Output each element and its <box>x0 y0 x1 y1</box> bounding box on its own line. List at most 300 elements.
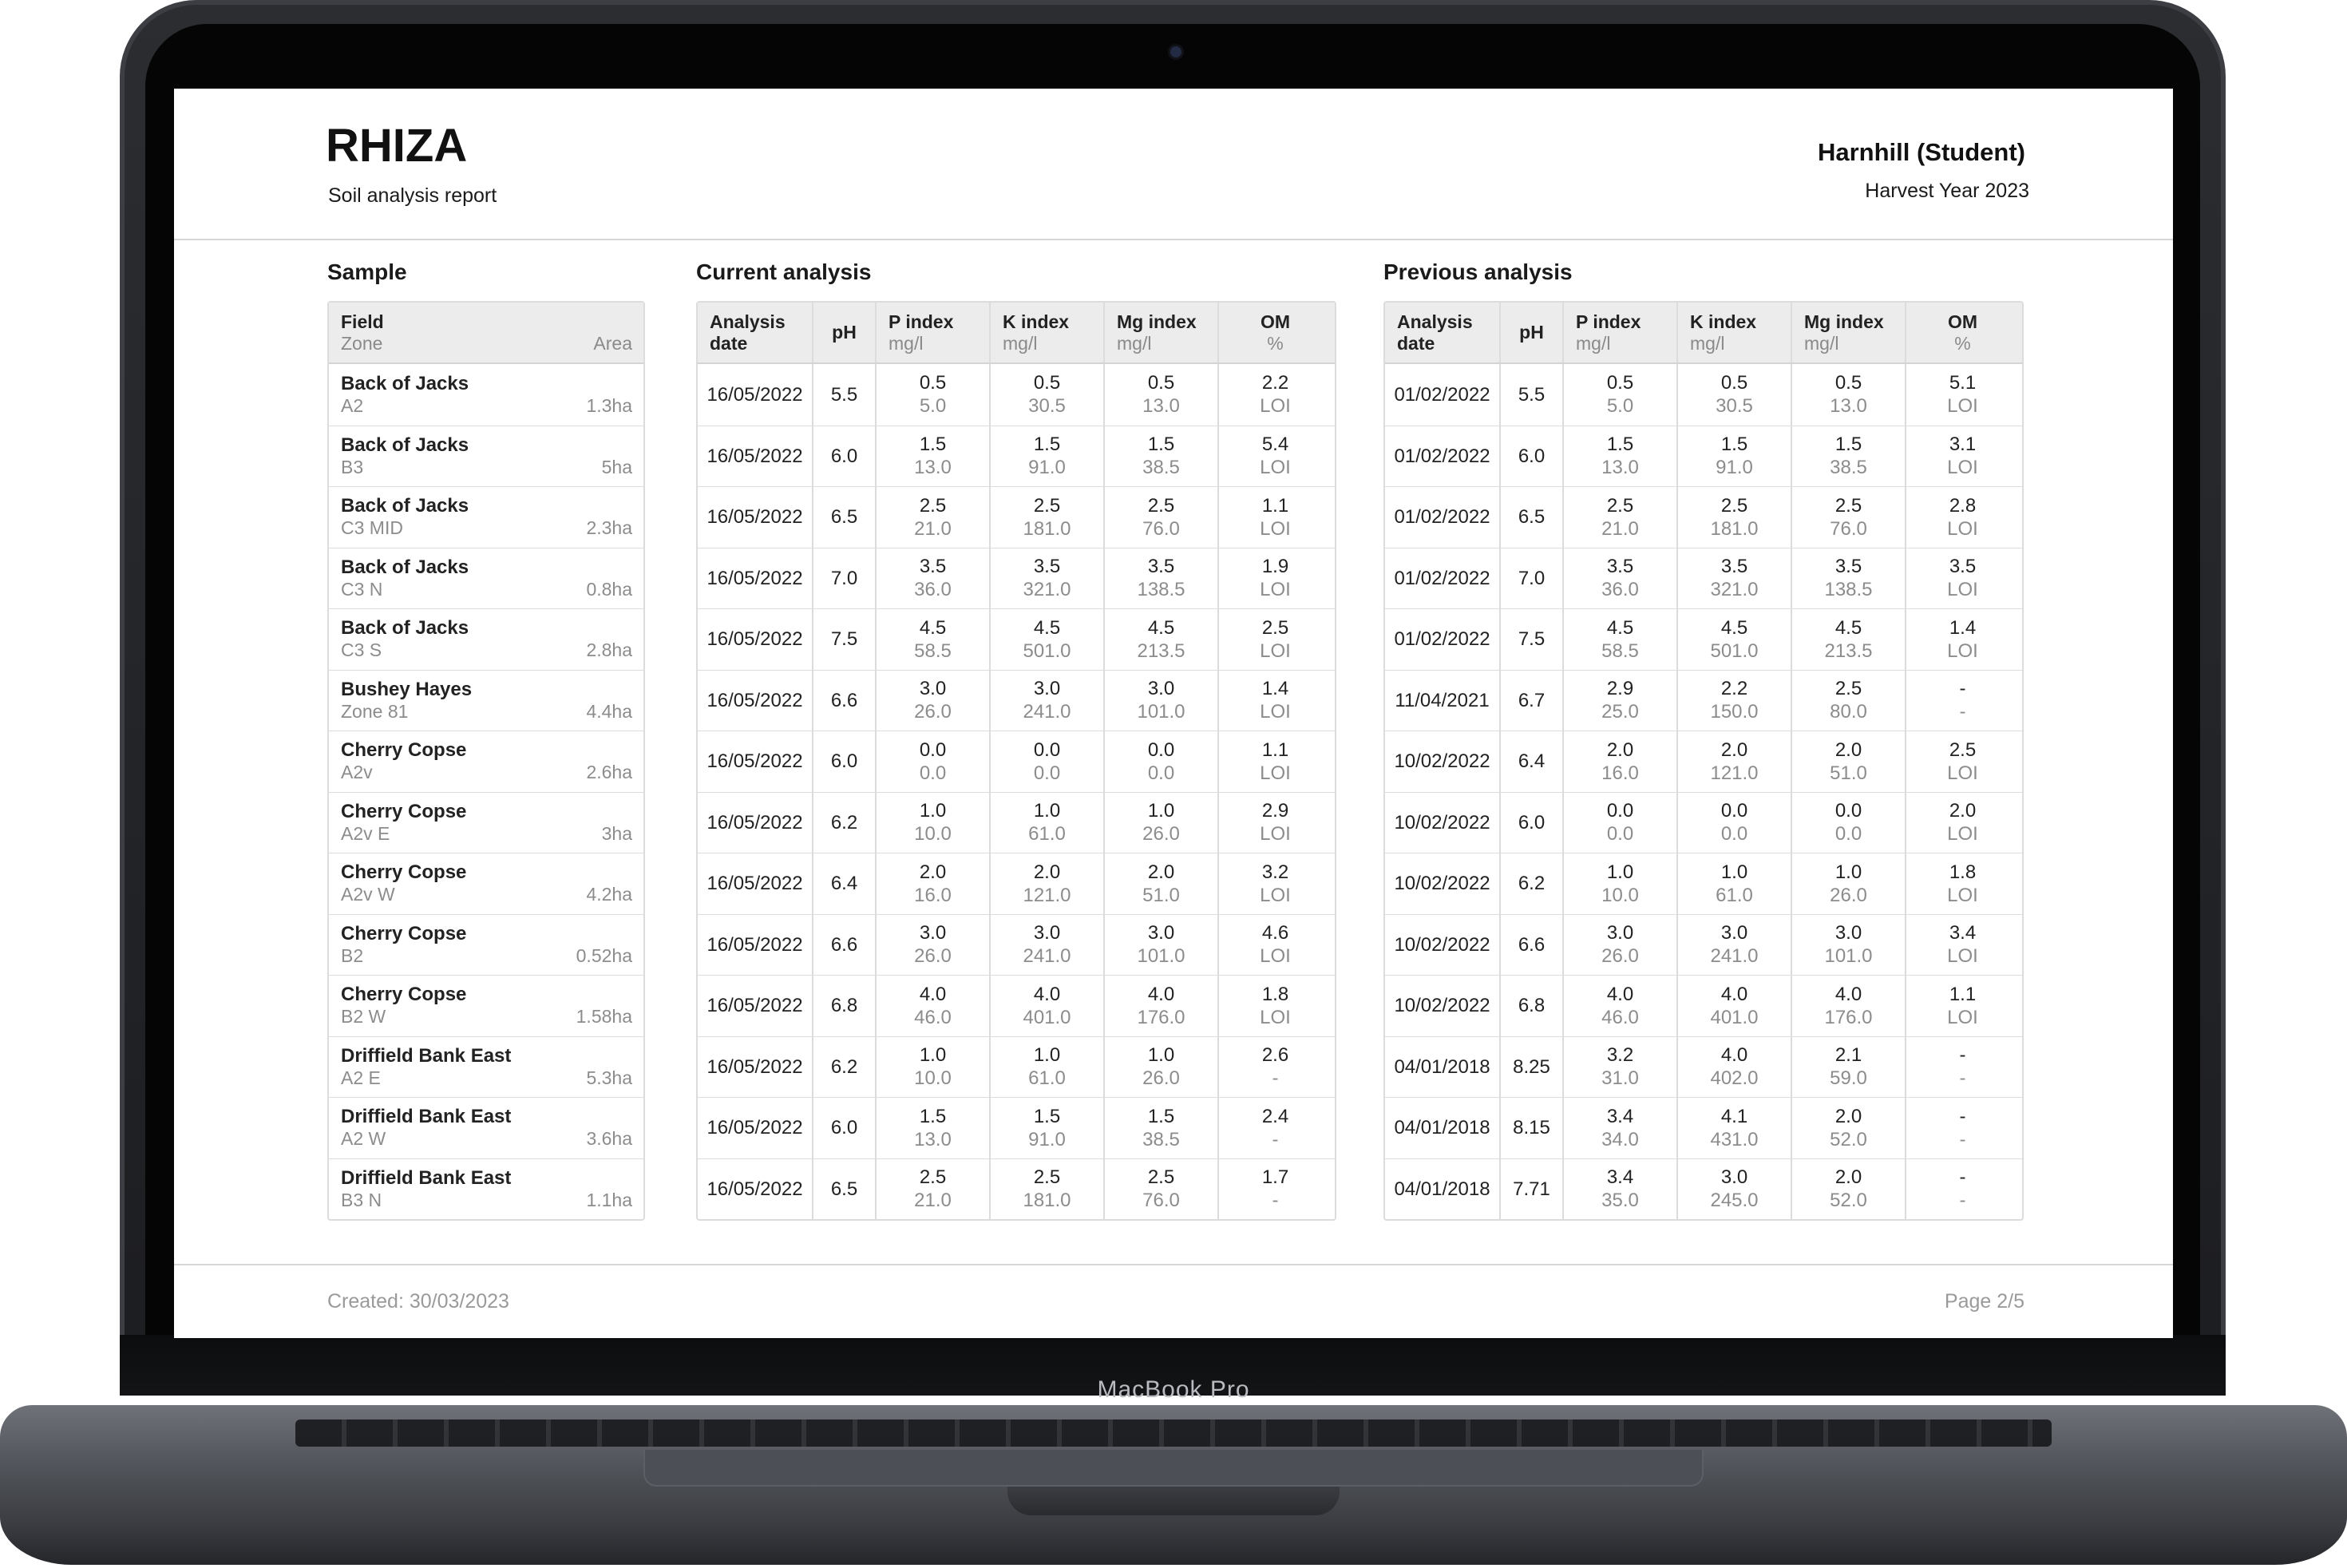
k-index-cell <box>1676 1098 1791 1158</box>
zone-area <box>341 1128 632 1150</box>
mg-index-value: 3.5 <box>1147 556 1175 578</box>
om-subvalue: LOI <box>1260 579 1291 601</box>
p-index-cell <box>875 915 989 976</box>
mg-index-subvalue: 76.0 <box>1830 517 1867 540</box>
mg-index-cell <box>1791 548 1905 609</box>
analysis-date-cell <box>1385 548 1499 609</box>
k-index-value: 0.0 <box>1033 738 1061 761</box>
mg-index-subvalue: 0.0 <box>1834 823 1862 845</box>
om-cell <box>1217 671 1332 731</box>
mg-index-subvalue: 52.0 <box>1830 1128 1867 1150</box>
mg-index-subvalue: 38.5 <box>1142 457 1180 479</box>
om-value: 1.1 <box>1261 494 1289 517</box>
om-value: 2.9 <box>1261 800 1289 822</box>
zone-name: A2 E <box>341 1067 381 1088</box>
p-index-subvalue: 13.0 <box>1601 457 1639 479</box>
mg-index-value: 1.0 <box>1147 800 1175 822</box>
p-index-subvalue: 5.0 <box>919 395 947 418</box>
k-index-value: 4.5 <box>1720 616 1748 639</box>
p-index-cell <box>1562 793 1676 853</box>
p-index-subvalue: 35.0 <box>1601 1190 1639 1212</box>
logo-wordmark: RHIZA <box>326 124 468 165</box>
sample-row <box>329 731 643 792</box>
om-subvalue: - <box>1272 1067 1279 1090</box>
om-subvalue: LOI <box>1947 1006 1978 1028</box>
mg-index-value: 4.0 <box>1834 983 1862 1005</box>
p-index-cell <box>1562 976 1676 1036</box>
mg-index-value: 3.0 <box>1147 922 1175 944</box>
k-index-value: 2.5 <box>1033 1166 1061 1189</box>
p-index-cell <box>875 426 989 487</box>
ph-cell <box>1499 976 1562 1036</box>
om-cell <box>1905 671 2019 731</box>
om-cell <box>1905 609 2019 670</box>
p-index-cell <box>1562 548 1676 609</box>
p-index-value: 2.5 <box>919 494 947 517</box>
p-index-column-header: P index mg/l <box>875 303 989 362</box>
p-index-cell <box>1562 364 1676 426</box>
mg-index-subvalue: 59.0 <box>1830 1067 1867 1090</box>
k-index-subvalue: 91.0 <box>1028 1128 1066 1150</box>
k-index-value: 0.5 <box>1033 372 1061 394</box>
mg-index-value: 2.1 <box>1834 1044 1862 1067</box>
k-index-value: 2.0 <box>1720 738 1748 761</box>
om-cell <box>1905 548 2019 609</box>
om-subvalue: LOI <box>1260 457 1291 479</box>
mg-index-subvalue: 101.0 <box>1137 945 1185 968</box>
p-index-value: 2.0 <box>919 861 947 883</box>
k-index-column-header: K index mg/l <box>1676 303 1791 362</box>
mg-index-cell <box>1791 853 1905 914</box>
om-value: 5.1 <box>1949 372 1977 394</box>
om-cell <box>1905 915 2019 976</box>
om-cell <box>1217 915 1332 976</box>
analysis-date-cell <box>1385 915 1499 976</box>
p-index-cell <box>875 1159 989 1220</box>
keyboard-edge <box>295 1420 2052 1447</box>
analysis-date-cell <box>698 976 812 1036</box>
mg-index-cell <box>1791 364 1905 426</box>
base-recess <box>643 1450 1704 1487</box>
field-column-header: Field <box>341 311 384 332</box>
k-index-value: 1.0 <box>1720 861 1748 883</box>
om-subvalue: LOI <box>1947 395 1978 418</box>
p-index-subvalue: 13.0 <box>914 457 952 479</box>
p-index-subvalue: 46.0 <box>914 1006 952 1028</box>
k-index-value: 2.0 <box>1033 861 1061 883</box>
om-value: 1.8 <box>1949 861 1977 883</box>
om-subvalue: LOI <box>1260 395 1291 418</box>
sample-row <box>329 364 643 426</box>
p-index-cell <box>875 1037 989 1098</box>
ph-value: 6.7 <box>1518 689 1546 711</box>
k-index-column-header: K index mg/l <box>989 303 1103 362</box>
ph-value: 7.0 <box>830 567 858 589</box>
analysis-date: 16/05/2022 <box>706 933 803 956</box>
p-index-value: 0.0 <box>1606 800 1634 822</box>
analysis-row <box>698 426 1335 487</box>
ph-cell <box>1499 1098 1562 1158</box>
area-column-header: Area <box>593 332 632 354</box>
zone-area <box>341 701 632 723</box>
analysis-date: 10/02/2022 <box>1394 995 1490 1017</box>
p-index-value: 1.0 <box>919 1044 947 1067</box>
ph-cell <box>1499 1037 1562 1098</box>
p-index-subvalue: 21.0 <box>1601 517 1639 540</box>
om-value: - <box>1959 1105 1966 1127</box>
analysis-date: 16/05/2022 <box>706 383 803 406</box>
lid-notch <box>1007 1487 1340 1515</box>
sample-rows <box>329 364 643 1219</box>
mg-index-cell <box>1791 915 1905 976</box>
ph-value: 6.6 <box>1518 933 1546 956</box>
field-name: Driffield Bank East <box>341 1106 512 1128</box>
p-index-cell <box>875 364 989 426</box>
analysis-date-cell <box>1385 671 1499 731</box>
om-cell <box>1217 364 1332 426</box>
mg-index-value: 3.0 <box>1834 922 1862 944</box>
analysis-row <box>1385 670 2022 731</box>
ph-column-header: pH <box>1499 303 1562 362</box>
ph-value: 6.2 <box>1518 873 1546 895</box>
ph-cell <box>812 731 875 792</box>
mg-index-subvalue: 51.0 <box>1142 884 1180 906</box>
sample-row <box>329 670 643 731</box>
ph-value: 6.0 <box>830 1117 858 1139</box>
k-index-subvalue: 321.0 <box>1023 579 1071 601</box>
p-index-cell <box>875 609 989 670</box>
k-index-subvalue: 245.0 <box>1710 1190 1759 1212</box>
p-index-subvalue: 58.5 <box>914 639 952 662</box>
p-index-subvalue: 26.0 <box>914 701 952 723</box>
k-index-value: 1.0 <box>1033 800 1061 822</box>
p-index-value: 3.5 <box>919 556 947 578</box>
p-index-value: 0.5 <box>919 372 947 394</box>
om-subvalue: LOI <box>1947 457 1978 479</box>
k-index-value: 1.5 <box>1033 434 1061 456</box>
zone-area <box>341 1190 632 1211</box>
mg-index-subvalue: 176.0 <box>1824 1006 1873 1028</box>
mg-index-cell <box>1791 1159 1905 1220</box>
ph-cell <box>1499 731 1562 792</box>
k-index-subvalue: 241.0 <box>1710 945 1759 968</box>
zone-name: Zone 81 <box>341 700 409 722</box>
om-subvalue: LOI <box>1260 517 1291 540</box>
om-value: 1.9 <box>1261 556 1289 578</box>
mg-index-subvalue: 213.5 <box>1137 639 1185 662</box>
om-cell <box>1217 976 1332 1036</box>
ph-cell <box>812 671 875 731</box>
om-cell <box>1905 487 2019 548</box>
zone-name: B3 N <box>341 1189 382 1210</box>
mg-index-cell <box>1103 1098 1217 1158</box>
mg-index-subvalue: 51.0 <box>1830 762 1867 784</box>
mg-index-value: 1.5 <box>1147 434 1175 456</box>
p-index-value: 3.5 <box>1606 556 1634 578</box>
k-index-subvalue: 181.0 <box>1023 517 1071 540</box>
area-value: 2.3ha <box>586 517 632 539</box>
om-cell <box>1217 1098 1332 1158</box>
mg-index-subvalue: 138.5 <box>1824 579 1873 601</box>
p-index-value: 1.0 <box>1606 861 1634 883</box>
analysis-date-cell <box>698 1037 812 1098</box>
field-name: Driffield Bank East <box>341 1044 512 1067</box>
p-index-subvalue: 0.0 <box>919 762 947 784</box>
om-subvalue: LOI <box>1947 762 1978 784</box>
k-index-cell <box>1676 976 1791 1036</box>
area-value: 4.4ha <box>586 700 632 722</box>
p-index-subvalue: 5.0 <box>1606 395 1634 418</box>
mg-index-cell <box>1103 853 1217 914</box>
k-index-value: 2.5 <box>1720 494 1748 517</box>
ph-cell <box>1499 671 1562 731</box>
ph-value: 6.0 <box>1518 811 1546 833</box>
area-value: 1.58ha <box>576 1006 632 1028</box>
k-index-subvalue: 401.0 <box>1710 1006 1759 1028</box>
ph-value: 8.15 <box>1513 1117 1550 1139</box>
analysis-date-cell <box>698 609 812 670</box>
analysis-row <box>698 608 1335 670</box>
ph-value: 6.4 <box>1518 750 1546 773</box>
sample-row <box>329 792 643 853</box>
p-index-cell <box>875 1098 989 1158</box>
date-column-header: Analysis date <box>710 311 786 354</box>
mg-index-subvalue: 76.0 <box>1142 1190 1180 1212</box>
om-value: 5.4 <box>1261 434 1289 456</box>
field-name: Back of Jacks <box>341 556 469 578</box>
om-subvalue: LOI <box>1260 945 1291 968</box>
analysis-date: 16/05/2022 <box>706 506 803 529</box>
om-value: 2.6 <box>1261 1044 1289 1067</box>
p-index-subvalue: 0.0 <box>1606 823 1634 845</box>
ph-cell <box>1499 426 1562 487</box>
p-index-subvalue: 21.0 <box>914 1190 952 1212</box>
analysis-row <box>698 1097 1335 1158</box>
k-index-cell <box>1676 853 1791 914</box>
k-index-value: 0.0 <box>1720 800 1748 822</box>
k-index-subvalue: 91.0 <box>1716 457 1753 479</box>
ph-cell <box>1499 487 1562 548</box>
zone-name: A2v E <box>341 822 390 844</box>
om-subvalue: - <box>1959 1067 1966 1090</box>
zone-column-header: Zone <box>341 332 383 354</box>
ph-cell <box>1499 853 1562 914</box>
analysis-date-cell <box>698 853 812 914</box>
k-index-value: 2.2 <box>1720 678 1748 700</box>
mg-index-subvalue: 101.0 <box>1824 945 1873 968</box>
mg-index-value: 2.5 <box>1834 678 1862 700</box>
mg-index-cell <box>1103 364 1217 426</box>
ph-cell <box>1499 1159 1562 1220</box>
om-cell <box>1905 1037 2019 1098</box>
mg-index-value: 2.0 <box>1834 1166 1862 1189</box>
field-name: Cherry Copse <box>341 984 467 1006</box>
k-index-subvalue: 181.0 <box>1710 517 1759 540</box>
k-index-cell <box>989 1037 1103 1098</box>
p-index-cell <box>875 976 989 1036</box>
webcam <box>1170 46 1181 57</box>
om-subvalue: - <box>1959 1128 1966 1150</box>
om-value: 3.4 <box>1949 922 1977 944</box>
k-index-cell <box>989 976 1103 1036</box>
previous-analysis-title: Previous analysis <box>1383 259 1573 284</box>
ph-value: 6.6 <box>830 689 858 711</box>
k-index-subvalue: 241.0 <box>1023 945 1071 968</box>
p-index-subvalue: 13.0 <box>914 1128 952 1150</box>
area-value: 5ha <box>601 456 632 477</box>
om-subvalue: LOI <box>1947 823 1978 845</box>
analysis-row <box>698 1036 1335 1098</box>
om-value: 1.8 <box>1261 983 1289 1005</box>
p-index-value: 0.0 <box>919 738 947 761</box>
k-index-cell <box>989 364 1103 426</box>
p-index-subvalue: 34.0 <box>1601 1128 1639 1150</box>
ph-value: 7.0 <box>1518 567 1546 589</box>
zone-area <box>341 395 632 417</box>
p-index-value: 1.5 <box>919 1105 947 1127</box>
om-value: - <box>1959 678 1966 700</box>
k-index-cell <box>989 671 1103 731</box>
p-index-cell <box>1562 487 1676 548</box>
k-index-cell <box>1676 426 1791 487</box>
k-index-cell <box>989 915 1103 976</box>
k-index-value: 4.0 <box>1033 983 1061 1005</box>
ph-cell <box>1499 915 1562 976</box>
om-value: 4.6 <box>1261 922 1289 944</box>
k-index-cell <box>1676 364 1791 426</box>
sample-row <box>329 853 643 914</box>
mg-index-value: 1.0 <box>1147 1044 1175 1067</box>
analysis-date-cell <box>1385 487 1499 548</box>
analysis-date: 16/05/2022 <box>706 811 803 833</box>
mg-index-cell <box>1791 1037 1905 1098</box>
om-subvalue: LOI <box>1260 884 1291 906</box>
mg-index-subvalue: 138.5 <box>1137 579 1185 601</box>
sample-row <box>329 914 643 976</box>
zone-area <box>341 945 632 967</box>
mg-index-value: 3.5 <box>1834 556 1862 578</box>
p-index-value: 3.4 <box>1606 1105 1634 1127</box>
sample-row <box>329 426 643 487</box>
om-cell <box>1905 1098 2019 1158</box>
om-subvalue: LOI <box>1947 884 1978 906</box>
k-index-value: 1.0 <box>1033 1044 1061 1067</box>
harvest-year: Harvest Year 2023 <box>1865 180 2029 202</box>
mg-index-value: 2.5 <box>1834 494 1862 517</box>
p-index-subvalue: 10.0 <box>1601 884 1639 906</box>
date-column-header: Analysis date <box>1397 311 1473 354</box>
analysis-row <box>698 914 1335 976</box>
p-index-value: 4.0 <box>1606 983 1634 1005</box>
analysis-date-cell <box>698 731 812 792</box>
om-value: - <box>1959 1166 1966 1189</box>
sample-row <box>329 486 643 548</box>
analysis-row <box>1385 914 2022 976</box>
k-index-subvalue: 30.5 <box>1028 395 1066 418</box>
analysis-row <box>698 1158 1335 1220</box>
zone-area <box>341 1067 632 1089</box>
p-index-subvalue: 16.0 <box>914 884 952 906</box>
mg-index-cell <box>1791 793 1905 853</box>
om-cell <box>1217 609 1332 670</box>
current-analysis-table <box>696 301 1336 1221</box>
p-index-cell <box>1562 731 1676 792</box>
ph-cell <box>812 1098 875 1158</box>
field-name: Cherry Copse <box>341 922 467 944</box>
area-value: 0.52ha <box>576 944 632 966</box>
om-cell <box>1217 731 1332 792</box>
analysis-date: 01/02/2022 <box>1394 628 1490 651</box>
k-index-value: 1.5 <box>1720 434 1748 456</box>
field-name: Bushey Hayes <box>341 678 473 700</box>
mg-index-value: 0.5 <box>1147 372 1175 394</box>
mg-index-cell <box>1103 915 1217 976</box>
p-index-cell <box>875 793 989 853</box>
field-name: Cherry Copse <box>341 739 467 762</box>
k-index-subvalue: 0.0 <box>1033 762 1061 784</box>
k-index-subvalue: 0.0 <box>1720 823 1748 845</box>
analysis-row <box>698 975 1335 1036</box>
ph-value: 6.5 <box>830 506 858 529</box>
mg-index-subvalue: 101.0 <box>1137 701 1185 723</box>
k-index-value: 4.1 <box>1720 1105 1748 1127</box>
mg-index-cell <box>1103 426 1217 487</box>
analysis-row <box>698 670 1335 731</box>
mg-index-cell <box>1791 609 1905 670</box>
k-index-subvalue: 401.0 <box>1023 1006 1071 1028</box>
ph-cell <box>812 915 875 976</box>
om-value: 3.1 <box>1949 434 1977 456</box>
analysis-date: 16/05/2022 <box>706 995 803 1017</box>
report-type: Soil analysis report <box>328 184 497 207</box>
zone-area <box>341 579 632 600</box>
area-value: 0.8ha <box>586 578 632 600</box>
om-value: 1.4 <box>1261 678 1289 700</box>
om-cell <box>1217 793 1332 853</box>
k-index-subvalue: 61.0 <box>1716 884 1753 906</box>
zone-area <box>341 762 632 783</box>
k-index-cell <box>1676 1159 1791 1220</box>
k-index-cell <box>989 731 1103 792</box>
analysis-date: 16/05/2022 <box>706 1055 803 1078</box>
ph-value: 6.8 <box>1518 995 1546 1017</box>
current-analysis-title: Current analysis <box>696 259 872 284</box>
zone-name: A2 W <box>341 1128 386 1150</box>
k-index-value: 3.5 <box>1720 556 1748 578</box>
mg-index-value: 1.5 <box>1147 1105 1175 1127</box>
area-value: 2.8ha <box>586 639 632 661</box>
k-index-cell <box>989 609 1103 670</box>
k-index-subvalue: 501.0 <box>1023 639 1071 662</box>
k-index-subvalue: 150.0 <box>1710 701 1759 723</box>
mg-index-subvalue: 52.0 <box>1830 1190 1867 1212</box>
p-index-cell <box>875 487 989 548</box>
om-cell <box>1217 548 1332 609</box>
p-index-cell <box>1562 609 1676 670</box>
p-index-value: 4.5 <box>1606 616 1634 639</box>
ph-cell <box>812 1037 875 1098</box>
om-cell <box>1905 426 2019 487</box>
report-page <box>174 89 2173 1338</box>
p-index-subvalue: 10.0 <box>914 823 952 845</box>
mg-index-cell <box>1103 487 1217 548</box>
k-index-value: 3.5 <box>1033 556 1061 578</box>
analysis-date-cell <box>698 671 812 731</box>
analysis-date-cell <box>1385 1159 1499 1220</box>
k-index-cell <box>989 548 1103 609</box>
mg-index-value: 1.5 <box>1834 434 1862 456</box>
analysis-date: 01/02/2022 <box>1394 567 1490 589</box>
